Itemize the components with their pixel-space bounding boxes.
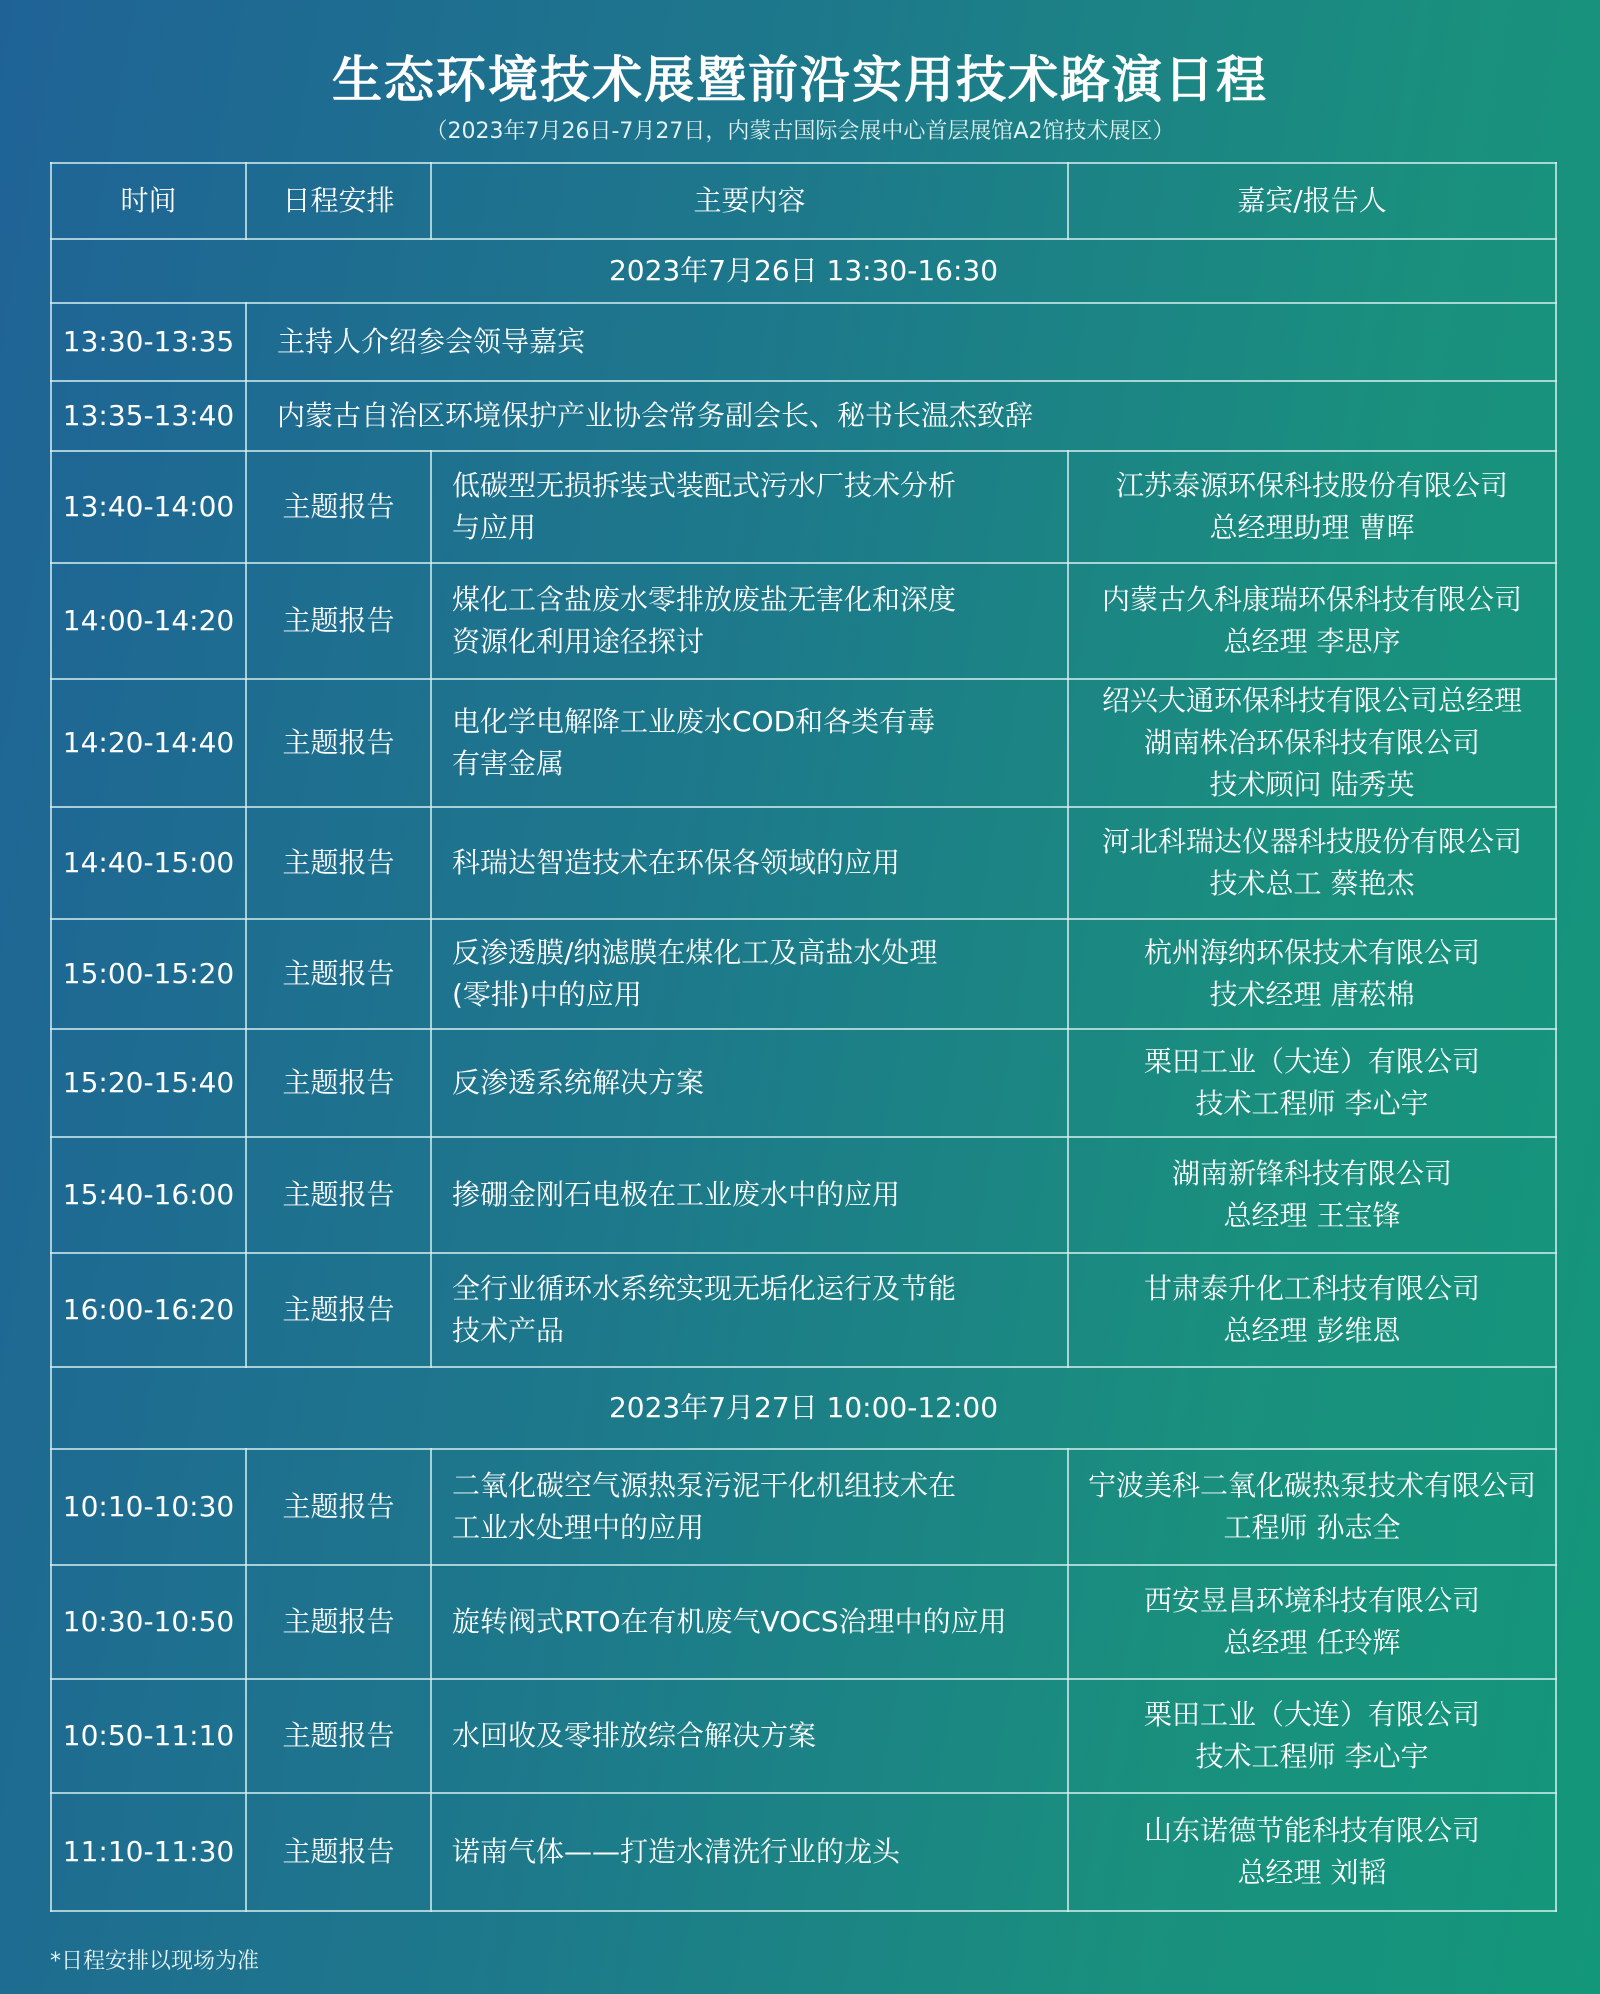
time-cell: 16:00-16:20 [51, 1253, 246, 1367]
speaker-cell-line: 技术顾问 陆秀英 [1209, 768, 1415, 801]
content-cell [431, 1029, 1068, 1137]
speaker-cell [1068, 807, 1556, 919]
table-row [51, 1029, 1556, 1137]
table-row [51, 1449, 1556, 1565]
speaker-cell-line: 总经理 李思序 [1223, 625, 1401, 658]
speaker-cell [1068, 451, 1556, 563]
type-cell: 主题报告 [246, 451, 431, 563]
time-cell: 11:10-11:30 [51, 1793, 246, 1911]
speaker-cell [1068, 1029, 1556, 1137]
speaker-cell [1068, 1253, 1556, 1367]
speaker-cell-line: 内蒙古久科康瑞环保科技有限公司 [1101, 583, 1522, 616]
content-cell-line: 有害金属 [452, 747, 565, 780]
merged-content-cell: 内蒙古自治区环境保护产业协会常务副会长、秘书长温杰致辞 [246, 381, 1556, 451]
speaker-cell-line: 西安昱昌环境科技有限公司 [1143, 1584, 1480, 1617]
speaker-cell [1068, 679, 1556, 807]
speaker-cell-line: 总经理 刘韬 [1237, 1856, 1387, 1889]
content-cell-line: 低碳型无损拆装式装配式污水厂技术分析 [452, 469, 957, 502]
content-cell-line: 反渗透系统解决方案 [452, 1066, 705, 1099]
content-cell-line: 煤化工含盐废水零排放废盐无害化和深度 [452, 583, 957, 616]
speaker-cell-line: 湖南株冶环保科技有限公司 [1143, 726, 1480, 759]
time-cell: 14:20-14:40 [51, 679, 246, 807]
speaker-cell-line: 总经理 王宝锋 [1223, 1199, 1401, 1232]
table-row [51, 1793, 1556, 1911]
time-cell: 15:20-15:40 [51, 1029, 246, 1137]
speaker-cell-line: 绍兴大通环保科技有限公司总经理 [1101, 684, 1522, 717]
speaker-cell-line: 宁波美科二氧化碳热泵技术有限公司 [1087, 1469, 1536, 1502]
speaker-cell-line: 栗田工业（大连）有限公司 [1143, 1045, 1480, 1078]
time-cell: 15:40-16:00 [51, 1137, 246, 1253]
type-cell: 主题报告 [246, 1679, 431, 1793]
content-cell [431, 919, 1068, 1029]
schedule-body [51, 239, 1556, 1911]
speaker-cell-line: 杭州海纳环保技术有限公司 [1143, 936, 1480, 969]
page-title: 生态环境技术展暨前沿实用技术路演日程 [332, 51, 1268, 109]
time-cell: 10:50-11:10 [51, 1679, 246, 1793]
time-cell: 14:00-14:20 [51, 563, 246, 679]
speaker-cell [1068, 1679, 1556, 1793]
speaker-cell-line: 工程师 孙志全 [1223, 1511, 1401, 1544]
time-cell: 13:30-13:35 [51, 303, 246, 381]
speaker-cell [1068, 1793, 1556, 1911]
content-cell [431, 679, 1068, 807]
speaker-cell-line: 山东诺德节能科技有限公司 [1143, 1814, 1480, 1847]
header-time: 时间 [51, 163, 246, 239]
date-label: 2023年7月27日 10:00-12:00 [51, 1367, 1556, 1449]
date-row [51, 239, 1556, 303]
time-cell: 13:40-14:00 [51, 451, 246, 563]
content-cell [431, 1679, 1068, 1793]
speaker-cell-line: 总经理助理 曹晖 [1209, 511, 1415, 544]
content-cell-line: 旋转阀式RTO在有机废气VOCS治理中的应用 [452, 1605, 1007, 1638]
content-cell-line: 电化学电解降工业废水COD和各类有毒 [452, 705, 936, 738]
content-cell-line: 资源化利用途径探讨 [452, 625, 705, 658]
table-row [51, 679, 1556, 807]
table-row [51, 451, 1556, 563]
time-cell: 13:35-13:40 [51, 381, 246, 451]
content-cell [431, 1137, 1068, 1253]
content-cell [431, 1253, 1068, 1367]
content-cell [431, 451, 1068, 563]
header-content: 主要内容 [431, 163, 1068, 239]
content-cell-line: 全行业循环水系统实现无垢化运行及节能 [452, 1272, 957, 1305]
content-cell [431, 807, 1068, 919]
table-row [51, 1679, 1556, 1793]
speaker-cell-line: 总经理 任玲辉 [1223, 1626, 1401, 1659]
time-cell: 15:00-15:20 [51, 919, 246, 1029]
type-cell: 主题报告 [246, 1029, 431, 1137]
merged-content-cell: 主持人介绍参会领导嘉宾 [246, 303, 1556, 381]
content-cell-line: 反渗透膜/纳滤膜在煤化工及高盐水处理 [452, 936, 938, 969]
content-cell [431, 1793, 1068, 1911]
table-row [51, 563, 1556, 679]
type-cell: 主题报告 [246, 807, 431, 919]
speaker-cell-line: 技术经理 唐菘棉 [1209, 978, 1415, 1011]
content-cell-line: 技术产品 [452, 1314, 565, 1347]
content-cell-line: 掺硼金刚石电极在工业废水中的应用 [452, 1178, 901, 1211]
schedule-table [50, 162, 1557, 1912]
content-cell [431, 1449, 1068, 1565]
type-cell: 主题报告 [246, 919, 431, 1029]
type-cell: 主题报告 [246, 1793, 431, 1911]
table-row [51, 1253, 1556, 1367]
type-cell: 主题报告 [246, 563, 431, 679]
type-cell: 主题报告 [246, 679, 431, 807]
speaker-cell-line: 湖南新锋科技有限公司 [1171, 1157, 1452, 1190]
date-row [51, 1367, 1556, 1449]
time-cell: 14:40-15:00 [51, 807, 246, 919]
time-cell: 10:10-10:30 [51, 1449, 246, 1565]
table-row [51, 381, 1556, 451]
header-speaker: 嘉宾/报告人 [1068, 163, 1556, 239]
table-row [51, 1565, 1556, 1679]
content-cell-line: 水回收及零排放综合解决方案 [452, 1719, 817, 1752]
type-cell: 主题报告 [246, 1565, 431, 1679]
content-cell-line: 二氧化碳空气源热泵污泥干化机组技术在 [452, 1469, 957, 1502]
content-cell [431, 563, 1068, 679]
table-row [51, 303, 1556, 381]
type-cell: 主题报告 [246, 1137, 431, 1253]
speaker-cell [1068, 1449, 1556, 1565]
table-row [51, 807, 1556, 919]
table-row [51, 1137, 1556, 1253]
speaker-cell-line: 江苏泰源环保科技股份有限公司 [1115, 469, 1508, 502]
speaker-cell-line: 总经理 彭维恩 [1223, 1314, 1401, 1347]
speaker-cell-line: 甘肃泰升化工科技有限公司 [1143, 1272, 1480, 1305]
content-cell-line: (零排)中的应用 [452, 978, 642, 1011]
footnote: *日程安排以现场为准 [50, 1949, 260, 1974]
content-cell-line: 诺南气体——打造水清洗行业的龙头 [452, 1835, 901, 1868]
header-schedule: 日程安排 [246, 163, 431, 239]
speaker-cell-line: 栗田工业（大连）有限公司 [1143, 1698, 1480, 1731]
page-subtitle: （2023年7月26日-7月27日，内蒙古国际会展中心首层展馆A2馆技术展区） [425, 119, 1175, 144]
table-row [51, 919, 1556, 1029]
content-cell-line: 科瑞达智造技术在环保各领域的应用 [452, 846, 901, 879]
time-cell: 10:30-10:50 [51, 1565, 246, 1679]
type-cell: 主题报告 [246, 1449, 431, 1565]
speaker-cell [1068, 563, 1556, 679]
content-cell-line: 工业水处理中的应用 [452, 1511, 705, 1544]
speaker-cell [1068, 919, 1556, 1029]
speaker-cell [1068, 1565, 1556, 1679]
table-header-row [51, 163, 1556, 239]
date-label: 2023年7月26日 13:30-16:30 [51, 239, 1556, 303]
speaker-cell [1068, 1137, 1556, 1253]
speaker-cell-line: 技术工程师 李心宇 [1195, 1087, 1429, 1120]
speaker-cell-line: 技术工程师 李心宇 [1195, 1740, 1429, 1773]
speaker-cell-line: 技术总工 蔡艳杰 [1209, 867, 1415, 900]
content-cell [431, 1565, 1068, 1679]
speaker-cell-line: 河北科瑞达仪器科技股份有限公司 [1101, 825, 1522, 858]
content-cell-line: 与应用 [452, 511, 537, 544]
type-cell: 主题报告 [246, 1253, 431, 1367]
